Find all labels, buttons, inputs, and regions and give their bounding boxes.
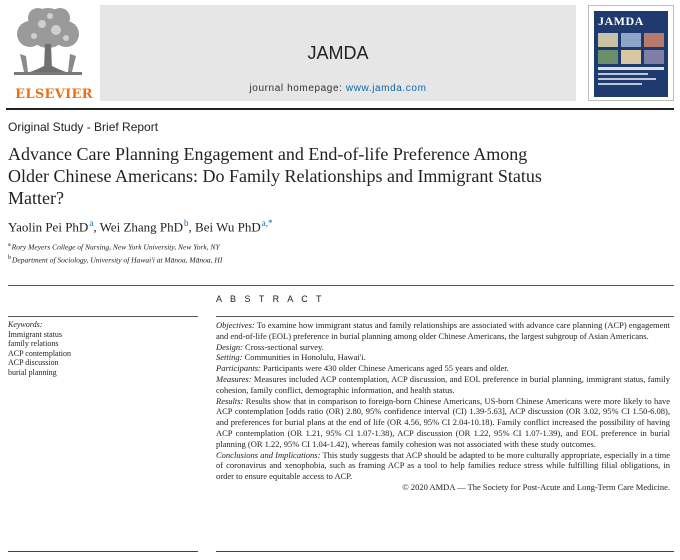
cover-thumbnails-icon xyxy=(598,33,664,91)
abstract-participants xyxy=(216,363,670,374)
abstract-design xyxy=(216,342,670,353)
elsevier-logo[interactable] xyxy=(6,4,93,102)
keyword-item[interactable]: Immigrant status xyxy=(8,329,62,339)
author-list: Yaolin Pei PhD$^a$, Wei Zhang PhD$^b$, Bei Wu PhD$^{a,*}$ xyxy=(8,218,273,235)
article-title: Advance Care Planning Engagement and End-of-life Preference Among Older Chinese Americans: Do Family Relationships and Immigrant Status Matter? xyxy=(8,144,542,208)
cover-panel xyxy=(594,11,668,97)
affiliation-mark: b xyxy=(8,254,11,261)
section-text: Measures included ACP contemplation, ACP discussion, and EOL preference in burial planning, immigrant status, family cohesion, family conflict, demographic information, and health status. xyxy=(216,373,670,395)
author-affil-mark[interactable]: a,* xyxy=(261,218,273,228)
journal-header xyxy=(0,0,680,108)
article-type: Original Study - Brief Report xyxy=(8,120,159,134)
affiliation-text: Department of Sociology, University of Hawai'i at Mānoa, Mānoa, HI xyxy=(12,255,223,264)
section-text: Participants were 430 older Chinese Americans aged 55 years and older. xyxy=(260,363,509,374)
header-divider xyxy=(6,108,674,110)
keyword-item[interactable]: ACP contemplation xyxy=(8,348,72,358)
cover-title: JAMDA xyxy=(598,14,644,28)
journal-homepage xyxy=(100,83,576,94)
keywords-block xyxy=(8,320,198,377)
publisher-name: ELSEVIER xyxy=(15,87,93,102)
affiliations xyxy=(8,240,222,265)
abstract-body xyxy=(216,320,670,493)
keywords-divider xyxy=(8,316,198,317)
copyright-notice: © 2020 AMDA — The Society for Post-Acute and Long-Term Care Medicine. xyxy=(402,481,670,492)
author-affil-mark[interactable]: b xyxy=(184,218,189,228)
journal-name: JAMDA xyxy=(307,43,369,63)
section-text: To examine how immigrant status and family relationships are associated with advance care planning (ACP) engagement and end-of-life (EOL) preference in burial planning among older Chinese Americans, the largest subgroup of Asian Americans. xyxy=(216,320,670,341)
keyword-item[interactable]: family relations xyxy=(8,339,59,348)
affiliation-mark: a xyxy=(8,242,11,248)
abstract-divider xyxy=(216,316,674,317)
affiliation-text: Rory Meyers College of Nursing, New York University, New York, NY xyxy=(11,242,220,252)
abstract-setting xyxy=(216,352,670,363)
abstract-measures xyxy=(216,374,670,396)
tree-icon xyxy=(6,4,90,84)
section-label: Objectives: xyxy=(216,320,255,330)
keyword-item[interactable]: burial planning xyxy=(8,367,57,377)
author-affil-mark[interactable]: a xyxy=(89,218,94,228)
abstract-objectives xyxy=(216,320,670,342)
section-text: This study suggests that ACP should be adapted to be more culturally appropriate, especially in a time of coronavirus and xenophobia, such as framing ACP as a tool to help families reduce stress while fulfilling filial obligations, in order to ensure equitable access to ACP. xyxy=(216,449,670,482)
section-label: Conclusions and Implications: xyxy=(216,449,321,460)
journal-cover[interactable] xyxy=(588,5,674,101)
author-name[interactable]: Wei Zhang PhD xyxy=(99,219,184,235)
keywords-label: Keywords: xyxy=(8,320,43,329)
section-divider xyxy=(8,285,674,286)
abstract-results xyxy=(216,396,670,450)
section-text: Results show that in comparison to foreign-born Chinese Americans, US-born Chinese Americans were more likely to have ACP contemplation [odds ratio (OR) 2.80, 95% confidence interval (CI) 1.39-5.63], ACP discussion (OR 3.02, 95% CI 1.50-6.08), and preferences for burial plans at the end of life (OR 4.56, 95% CI 2.04-10.18). Family conflict increased the possibility of having ACP contemplation (OR 1.21, 95% CI 1.07-1.38), ACP discussion (OR 1.22, 95% CI 1.07-1.39), and EOL preference in burial planning (OR 1.22, 95% CI 1.04-1.42), whereas family cohesion was not associated with these study outcomes. xyxy=(216,395,670,449)
keyword-item[interactable]: ACP discussion xyxy=(8,358,59,367)
masthead xyxy=(100,5,576,101)
section-label: Measures: xyxy=(216,373,252,384)
homepage-label: journal homepage: xyxy=(249,83,343,94)
affiliation-item xyxy=(8,253,222,266)
author-name[interactable]: Bei Wu PhD xyxy=(195,219,261,235)
homepage-link[interactable]: www.jamda.com xyxy=(345,83,427,94)
section-text: Cross-sectional survey. xyxy=(242,341,324,352)
footer-divider-right xyxy=(216,551,674,552)
author-name[interactable]: Yaolin Pei PhD xyxy=(8,219,89,235)
abstract-conclusions xyxy=(216,450,670,482)
footer-divider-left xyxy=(8,551,198,552)
affiliation-item xyxy=(8,240,222,253)
abstract-heading: A B S T R A C T xyxy=(216,294,325,304)
section-label: Results: xyxy=(216,395,244,406)
section-text: Communities in Honolulu, Hawai'i. xyxy=(242,352,366,363)
section-label: Participants: xyxy=(216,363,261,374)
section-label: Setting: xyxy=(216,352,243,363)
section-label: Design: xyxy=(216,341,243,352)
